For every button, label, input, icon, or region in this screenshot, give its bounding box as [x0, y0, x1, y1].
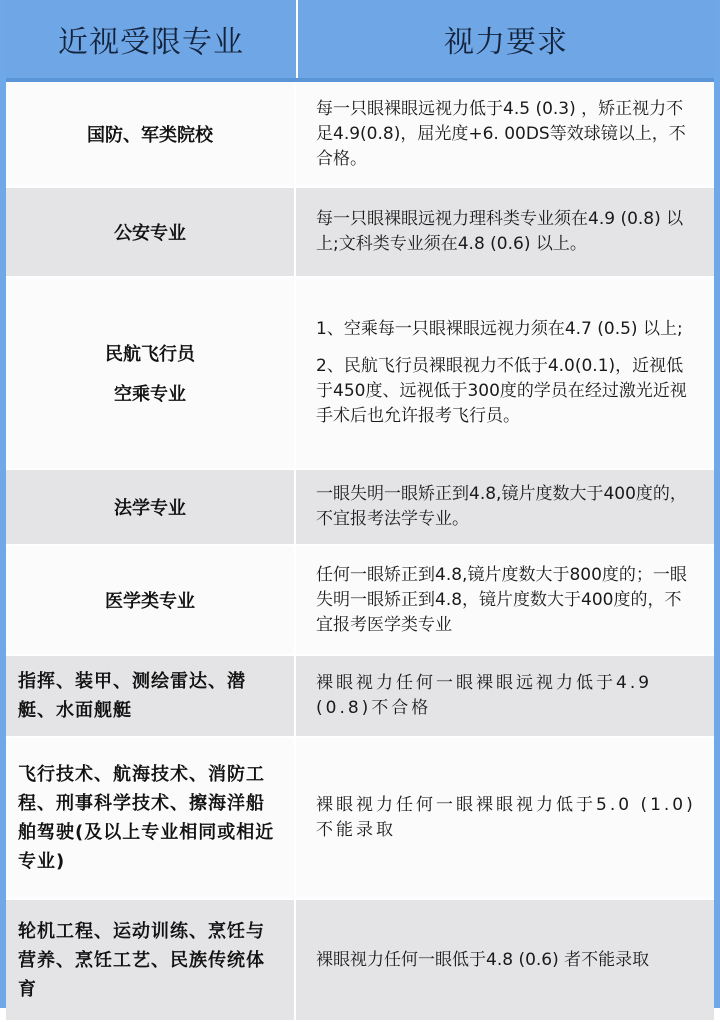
- requirements-table: [6, 82, 714, 1022]
- major-cell: [6, 278, 296, 468]
- requirement-text: 每一只眼裸眼远视力低于4.5 (0.3) ，矫正视力不足4.9(0.8)，屈光度+6. 00DS等效球镜以上，不合格。: [316, 98, 686, 169]
- table-row: [6, 900, 714, 1022]
- requirement-text: 一眼失明一眼矫正到4.8,镜片度数大于400度的，不宜报考法学专业。: [316, 484, 687, 529]
- requirement-cell: [296, 278, 714, 468]
- table-row: [6, 188, 714, 278]
- major-line: 民航飞行员: [105, 344, 195, 365]
- table-row: [6, 656, 714, 738]
- table-row: [6, 82, 714, 188]
- requirement-text: 裸眼视力任何一眼裸眼远视力低于4.9 (0.8)不合格: [316, 673, 653, 718]
- table-row: [6, 546, 714, 656]
- table-header: [6, 0, 714, 82]
- requirement-text: 任何一眼矫正到4.8,镜片度数大于800度的；一眼失明一眼矫正到4.8，镜片度数大于400度的，不宜报考医学类专业: [316, 564, 687, 635]
- requirement-text: 每一只眼裸眼远视力理科类专业须在4.9 (0.8) 以上;文科类专业须在4.8 (0.6) 以上。: [316, 209, 684, 254]
- requirement-text: 1、空乘每一只眼裸眼远视力须在4.7 (0.5) 以上;: [316, 319, 683, 339]
- table-row: [6, 278, 714, 470]
- major-cell: 医学类专业: [6, 546, 296, 654]
- major-cell: 轮机工程、运动训练、烹饪与营养、烹饪工艺、民族传统体育: [6, 900, 296, 1020]
- requirement-cell: [296, 470, 714, 544]
- major-cell: 法学专业: [6, 470, 296, 544]
- major-cell: 指挥、装甲、测绘雷达、潜艇、水面舰艇: [6, 656, 296, 736]
- requirement-text: 2、民航飞行员裸眼视力不低于4.0(0.1)，近视低于450度、远视低于300度的学员在经过激光近视手术后也允许报考飞行员。: [316, 356, 687, 426]
- header-vision: 视力要求: [444, 25, 568, 60]
- table-row: [6, 470, 714, 546]
- table-row: [6, 738, 714, 900]
- requirement-text: 裸眼视力任何一眼低于4.8 (0.6) 者不能录取: [316, 949, 650, 970]
- requirement-cell: [296, 546, 714, 654]
- major-line: 空乘专业: [114, 384, 186, 405]
- requirement-cell: [296, 738, 714, 898]
- major-cell: 公安专业: [6, 188, 296, 276]
- major-cell: 国防、军类院校: [6, 82, 296, 186]
- requirement-cell: [296, 188, 714, 276]
- major-cell: 飞行技术、航海技术、消防工程、刑事科学技术、擦海洋船舶驾驶(及以上专业相同或相近专业): [6, 738, 296, 898]
- requirement-cell: [296, 82, 714, 186]
- requirement-cell: [296, 656, 714, 736]
- requirement-text: 裸眼视力任何一眼裸眼视力低于5.0 (1.0) 不能录取: [316, 795, 696, 840]
- requirement-cell: [296, 900, 714, 1020]
- header-major: 近视受限专业: [6, 0, 298, 78]
